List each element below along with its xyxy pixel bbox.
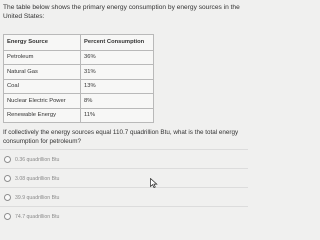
divider bbox=[0, 168, 248, 169]
answer-choice-b[interactable] bbox=[4, 174, 144, 183]
table-cell-percent: 31% bbox=[81, 65, 154, 80]
answer-choice-c[interactable] bbox=[4, 193, 144, 202]
divider bbox=[0, 187, 248, 188]
header-energy-source: Energy Source bbox=[4, 35, 81, 51]
header-percent-consumption: Percent Consumption bbox=[81, 35, 154, 51]
choice-label: 39.9 quadrillion Btu bbox=[15, 194, 60, 201]
question-intro: The table below shows the primary energy consumption by energy sources in the United States: bbox=[3, 4, 240, 20]
table-cell-percent: 8% bbox=[81, 94, 154, 109]
table-row bbox=[4, 79, 154, 94]
table-row bbox=[4, 94, 154, 109]
radio-button[interactable] bbox=[4, 194, 11, 201]
table-cell-source: Natural Gas bbox=[4, 65, 81, 80]
radio-button[interactable] bbox=[4, 213, 11, 220]
divider bbox=[0, 206, 248, 207]
mouse-cursor-icon bbox=[150, 178, 158, 188]
table-cell-source: Nuclear Electric Power bbox=[4, 94, 81, 109]
table-cell-percent: 11% bbox=[81, 108, 154, 123]
table-cell-source: Petroleum bbox=[4, 50, 81, 65]
table-cell-source: Coal bbox=[4, 79, 81, 94]
table-row bbox=[4, 108, 154, 123]
question-prompt: If collectively the energy sources equal 110.7 quadrillion Btu, what is the total energy consumption for petroleum? bbox=[3, 129, 239, 145]
choice-label: 3.08 quadrillion Btu bbox=[15, 175, 60, 182]
radio-button[interactable] bbox=[4, 156, 11, 163]
answer-choice-a[interactable] bbox=[4, 155, 144, 164]
choice-label: 0.36 quadrillion Btu bbox=[15, 156, 60, 163]
radio-button[interactable] bbox=[4, 175, 11, 182]
answer-choice-d[interactable] bbox=[4, 212, 144, 221]
divider bbox=[0, 149, 248, 150]
table-row bbox=[4, 50, 154, 65]
table-cell-percent: 36% bbox=[81, 50, 154, 65]
table-cell-percent: 13% bbox=[81, 79, 154, 94]
table-header-row bbox=[4, 35, 154, 51]
table-row bbox=[4, 65, 154, 80]
energy-table bbox=[3, 34, 154, 123]
choice-label: 74.7 quadrillion Btu bbox=[15, 213, 60, 220]
table-cell-source: Renewable Energy bbox=[4, 108, 81, 123]
